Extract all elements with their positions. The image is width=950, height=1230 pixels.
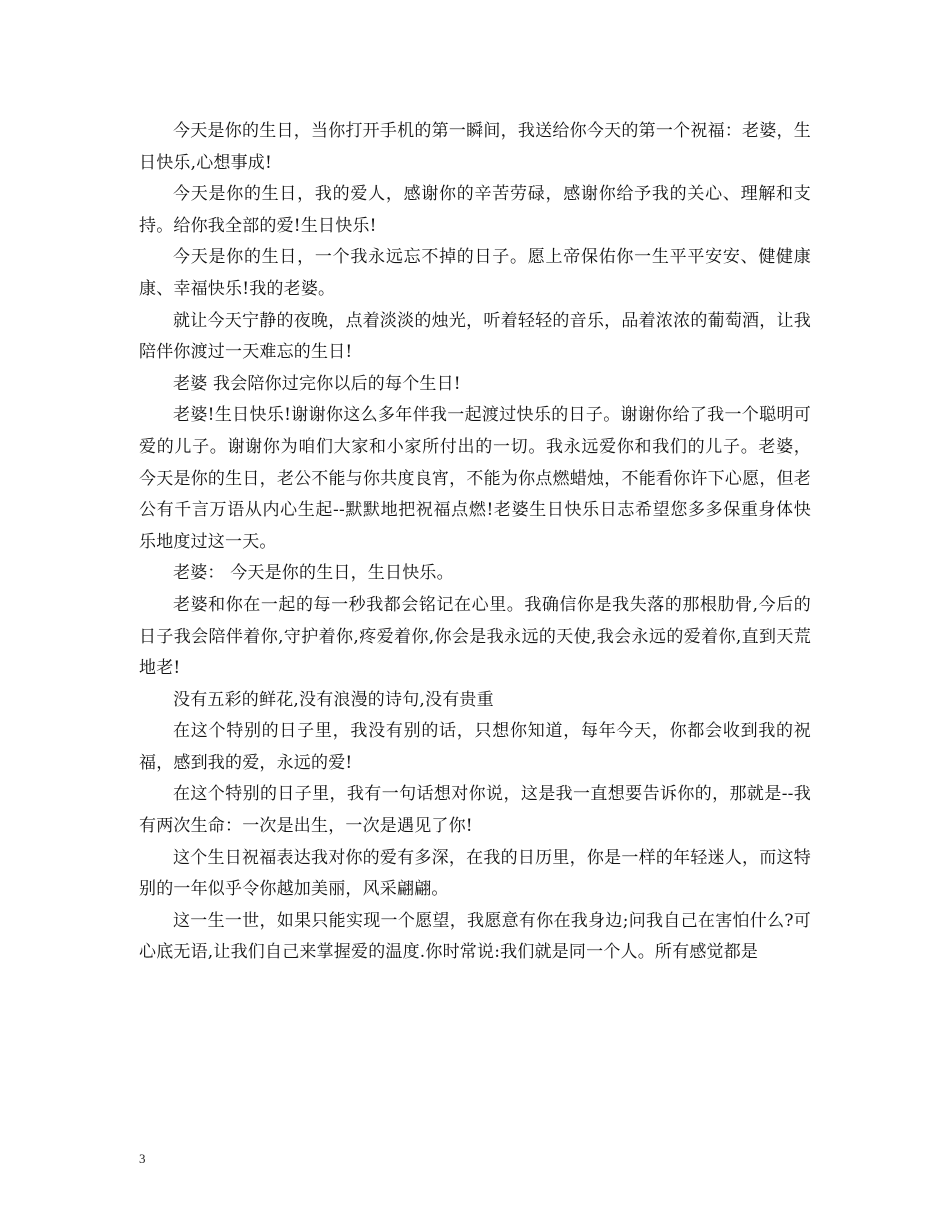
paragraph: 老婆 我会陪你过完你以后的每个生日! xyxy=(173,373,461,394)
document-body xyxy=(139,116,811,969)
paragraph: 老婆!生日快乐!谢谢你这么多年伴我一起渡过快乐的日子。谢谢你给了我一个聪明可爱的儿子。谢谢你为咱们大家和小家所付出的一切。我永远爱你和我们的儿子。老婆， 今天是你的生日，老公不能与你共度良宵，不能为你点燃蜡烛，不能看你许下心愿，但老公有千言万语从内心生起--默默地把祝福点燃!老婆生日快乐日志希望您多多保重身体快乐地度过这一天。 xyxy=(139,405,811,552)
page-number: 3 xyxy=(139,1151,146,1166)
paragraph: 今天是你的生日，我的爱人，感谢你的辛苦劳碌，感谢你给予我的关心、理解和支持。给你我全部的爱!生日快乐! xyxy=(139,184,811,236)
paragraph: 这个生日祝福表达我对你的爱有多深，在我的日历里，你是一样的年轻迷人，而这特别的一年似乎令你越加美丽，风采翩翩。 xyxy=(139,847,811,900)
paragraph: 今天是你的生日，当你打开手机的第一瞬间，我送给你今天的第一个祝福：老婆，生日快乐,心想事成! xyxy=(139,121,811,173)
paragraph: 这一生一世，如果只能实现一个愿望，我愿意有你在我身边;问我自己在害怕什么?可心底无语,让我们自己来掌握爱的温度.你时常说:我们就是同一个人。所有感觉都是 xyxy=(139,910,811,963)
paragraph: 老婆： 今天是你的生日，生日快乐。 xyxy=(173,563,454,584)
paragraph: 今天是你的生日，一个我永远忘不掉的日子。愿上帝保佑你一生平平安安、健健康康、幸福快乐!我的老婆。 xyxy=(139,247,811,299)
paragraph: 老婆和你在一起的每一秒我都会铭记在心里。我确信你是我失落的那根肋骨,今后的日子我会陪伴着你,守护着你,疼爱着你,你会是我永远的天使,我会永远的爱着你,直到天荒地老! xyxy=(139,594,811,679)
paragraph: 在这个特别的日子里，我有一句话想对你说，这是我一直想要告诉你的，那就是--我有两次生命：一次是出生，一次是遇见了你! xyxy=(139,784,811,837)
paragraph: 在这个特别的日子里，我没有别的话，只想你知道，每年今天，你都会收到我的祝福，感到我的爱，永远的爱! xyxy=(139,721,811,773)
paragraph: 没有五彩的鲜花,没有浪漫的诗句,没有贵重 xyxy=(173,689,494,710)
paragraph: 就让今天宁静的夜晚，点着淡淡的烛光，听着轻轻的音乐，品着浓浓的葡萄酒，让我陪伴你渡过一天难忘的生日! xyxy=(139,310,811,363)
